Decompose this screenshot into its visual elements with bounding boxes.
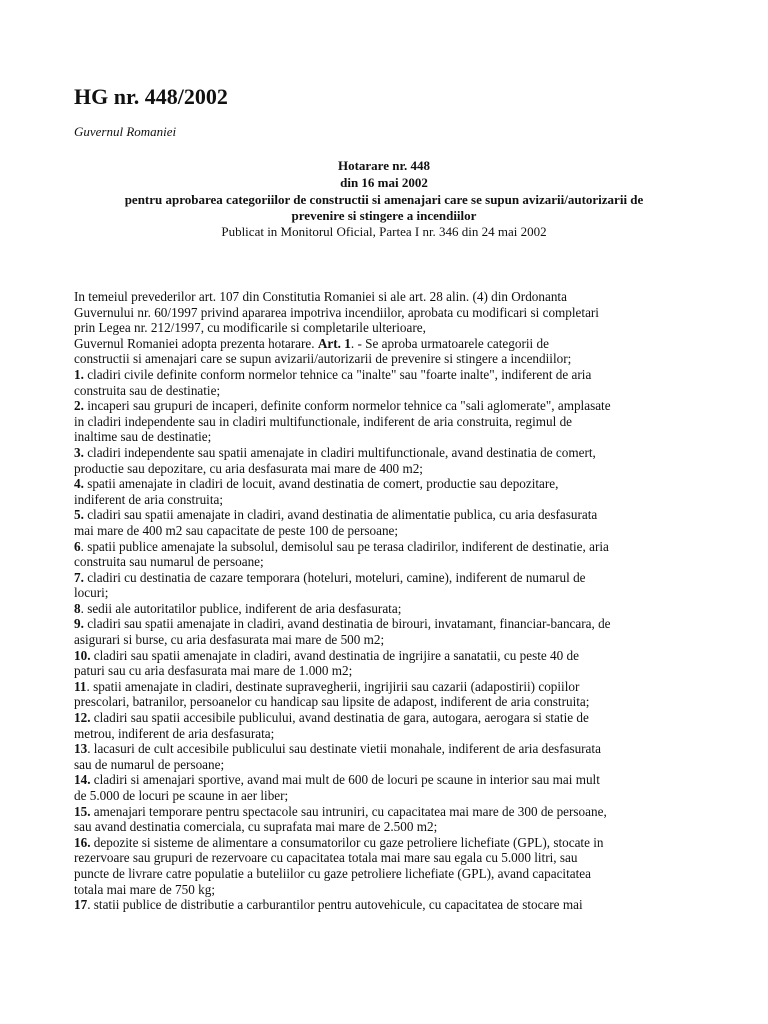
list-item-text: rezervoare sau grupuri de rezervoare cu capacitatea totala mai mare sau egala cu 5.000 litri, sau (74, 850, 578, 866)
list-item-line (74, 554, 698, 570)
list-item-number: 8 (74, 600, 81, 616)
list-item-line (74, 539, 698, 555)
list-item-text: cladiri sau spatii amenajate in cladiri, avand destinatia de alimentatie publica, cu aria desfasurata (83, 507, 598, 523)
list-item-line (74, 507, 698, 523)
list-item-number: 3. (74, 444, 84, 460)
list-item-line (74, 601, 698, 617)
list-item-line (74, 648, 698, 664)
list-item-line (74, 710, 698, 726)
list-item-text: spatii amenajate in cladiri de locuit, avand destinatia de comert, productie sau depozitare, (83, 476, 559, 492)
list-item-number: 16. (74, 834, 91, 850)
list-item-number: 4. (74, 476, 84, 492)
list-item-number: 7. (74, 569, 84, 585)
article-label: Art. 1 (317, 335, 351, 351)
list-item-text: sau avand destinatia comerciala, cu suprafata mai mare de 2.500 m2; (74, 819, 438, 835)
list-item-text: . spatii amenajate in cladiri, destinate supravegherii, ingrijirii sau cazarii (adapostirii) copiilor (86, 678, 580, 694)
list-item-line (74, 398, 698, 414)
preamble-line: In temeiul prevederilor art. 107 din Constitutia Romaniei si ale art. 28 alin. (4) din Ordonanta (74, 289, 567, 304)
article-intro: . - Se aproba urmatoarele categorii de (350, 335, 549, 351)
list-item-text: cladiri sau spatii accesibile publicului, avand destinatia de gara, autogara, aerogara si statie de (90, 710, 589, 726)
list-item-text: cladiri sau spatii amenajate in cladiri, avand destinatia de ingrijire a sanatatii, cu peste 40 de (90, 647, 579, 663)
list-item-text: indiferent de aria construita; (74, 491, 224, 507)
list-item-number: 11 (74, 678, 87, 694)
list-item-line (74, 788, 698, 804)
list-item-text: metrou, indiferent de aria desfasurata; (74, 725, 275, 741)
list-item-line (74, 414, 698, 430)
adoption-text: Guvernul Romaniei adopta prezenta hotarare. (74, 335, 318, 351)
list-item-text: inaltime sau de destinatie; (74, 429, 212, 445)
list-item-line (74, 804, 698, 820)
list-item-text: . lacasuri de cult accesibile publicului sau destinate vietii monahale, indiferent de aria desfasurata (87, 741, 601, 757)
list-item-text: cladiri cu destinatia de cazare temporara (hoteluri, moteluri, camine), indiferent de numarul de (83, 569, 586, 585)
list-item-number: 1. (74, 366, 84, 382)
list-item-line (74, 819, 698, 835)
list-item-line (74, 445, 698, 461)
list-item-text: . statii publice de distributie a carburantilor pentru autovehicule, cu capacitatea de stocare mai (87, 897, 583, 913)
list-item-number: 17 (74, 897, 88, 913)
list-item-text: locuri; (74, 585, 109, 601)
decision-date: din 16 mai 2002 (340, 175, 428, 190)
list-item-text: de 5.000 de locuri pe scaune in aer liber; (74, 788, 289, 803)
list-item-line (74, 897, 698, 913)
preamble-line: prin Legea nr. 212/1997, cu modificarile si completarile ulterioare, (74, 320, 426, 336)
list-item-number: 9. (74, 616, 84, 632)
list-item-line (74, 476, 698, 492)
list-item-text: puncte de livrare catre populatie a buteliilor cu gaze petroliere lichefiate (GPL), avand capacitatea (74, 865, 591, 881)
list-item-number: 6 (74, 538, 81, 554)
document-title: HG nr. 448/2002 (74, 84, 228, 109)
list-item-line (74, 570, 698, 586)
list-item-line (74, 367, 698, 383)
publication-note: Publicat in Monitorul Oficial, Partea I nr. 346 din 24 mai 2002 (221, 224, 547, 239)
list-item-line (74, 523, 698, 539)
list-item-number: 13 (74, 741, 88, 757)
list-item-text: . sedii ale autoritatilor publice, indiferent de aria desfasurata; (80, 600, 402, 616)
list-item-text: construita sau de destinatie; (74, 382, 221, 398)
list-item-text: sau de numarul de persoane; (74, 756, 225, 772)
list-item-number: 2. (74, 398, 84, 414)
list-item-text: cladiri sau spatii amenajate in cladiri, avand destinatia de birouri, invatamant, financiar-bancara, de (83, 616, 611, 632)
list-item-text: construita sau numarul de persoane; (74, 554, 264, 570)
list-item-line (74, 726, 698, 742)
list-item-text: cladiri independente sau spatii amenajate in cladiri multifunctionale, avand destinatia de comert, (83, 444, 596, 460)
list-item-number: 5. (74, 507, 84, 523)
list-item-line (74, 492, 698, 508)
list-item-text: incaperi sau grupuri de incaperi, definite conform normelor tehnice ca "sali aglomerate", amplasate (83, 398, 611, 414)
list-item-line (74, 585, 698, 601)
list-item-line (74, 850, 698, 866)
list-item-line (74, 772, 698, 788)
issuer-name: Guvernul Romaniei (74, 124, 177, 139)
article-intro-continued: constructii si amenajari care se supun avizarii/autorizarii de prevenire si stingere a incendiilor; (74, 351, 572, 367)
list-item-text: asigurari si burse, cu aria desfasurata mai mare de 500 m2; (74, 632, 385, 648)
list-item-number: 14. (74, 772, 91, 788)
list-item-line (74, 741, 698, 757)
list-item-text: depozite si sisteme de alimentare a consumatorilor cu gaze petroliere lichefiate (GPL), stocate in (90, 834, 604, 850)
list-item-line (74, 882, 698, 898)
list-item-text: cladiri civile definite conform normelor tehnice ca "inalte" sau "foarte inalte", indiferent de aria (83, 366, 592, 382)
list-item-text: productie sau depozitare, cu aria desfasurata mai mare de 400 m2; (74, 460, 423, 476)
decision-subject-line-1: pentru aprobarea categoriilor de constructii si amenajari care se supun avizarii/autorizarii de (124, 192, 644, 207)
list-item-text: mai mare de 400 m2 sau capacitate de peste 100 de persoane; (74, 522, 399, 538)
list-item-line (74, 835, 698, 851)
list-item-text: totala mai mare de 750 kg; (74, 881, 215, 897)
list-item-line (74, 461, 698, 477)
list-item-text: amenajari temporare pentru spectacole sau intruniri, cu capacitatea mai mare de 300 de persoane, (90, 803, 607, 819)
list-item-line (74, 663, 698, 679)
list-item-line (74, 694, 698, 710)
list-item-line (74, 632, 698, 648)
adoption-line (74, 336, 698, 352)
list-item-line (74, 429, 698, 445)
decision-subject-line-2: prevenire si stingere a incendiilor (291, 208, 477, 223)
list-item-text: . spatii publice amenajate la subsolul, demisolul sau pe terasa cladirilor, indiferent de destinatie, aria (80, 538, 609, 554)
decision-number: Hotarare nr. 448 (337, 158, 431, 173)
body-text (74, 289, 698, 913)
list-item-number: 15. (74, 803, 91, 819)
list-item-line (74, 757, 698, 773)
list-item-text: prescolari, batranilor, persoanelor cu handicap sau lipsite de adapost, indiferent de aria construita; (74, 694, 590, 710)
list-item-number: 10. (74, 647, 91, 663)
preamble-line: Guvernului nr. 60/1997 privind apararea impotriva incendiilor, aprobata cu modificari si completari (74, 304, 599, 320)
list-item-text: paturi sau cu aria desfasurata mai mare de 1.000 m2; (74, 663, 353, 679)
list-item-line (74, 679, 698, 695)
list-item-number: 12. (74, 710, 91, 726)
list-item-text: in cladiri independente sau in cladiri multifunctionale, indiferent de aria construita, regimul de (74, 413, 573, 429)
list-item-text: cladiri si amenajari sportive, avand mai mult de 600 de locuri pe scaune in interior sau mai mult (90, 772, 600, 788)
list-item-line (74, 866, 698, 882)
list-item-line (74, 383, 698, 399)
list-item-line (74, 616, 698, 632)
